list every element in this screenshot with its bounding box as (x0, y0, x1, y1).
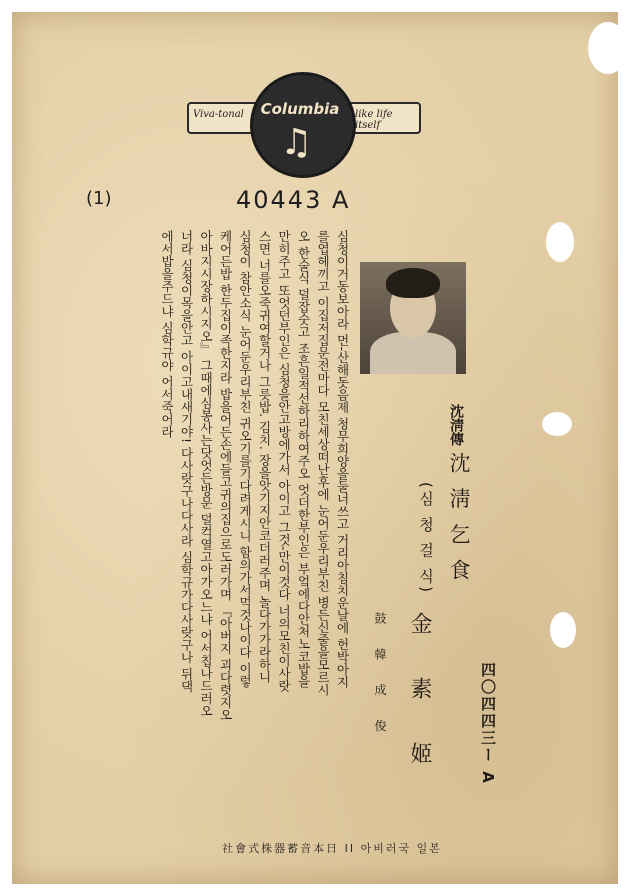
lyrics-body (112, 230, 352, 830)
publisher-footer: 社會式株器蓄音本日 II 아비러국 일본 (222, 842, 442, 855)
torn-hole (546, 222, 574, 262)
lyrics-line: 케어든밥 한두집이족한지라 밥을어든손에들고귀의집으로도러가며 『아버지 괴다렷지오 (218, 230, 233, 721)
torn-corner (588, 22, 628, 74)
song-title: 沈 淸 乞 食 (447, 452, 471, 585)
lyrics-line: 아바지시장하시지오』 그때에심봉사는닷엇든방문 덜컥열고아가오느냐 어서칩나드러오 (198, 230, 214, 717)
lyrics-line: 심청이 참안소식 눈어둔우리부친 귀오기를기다려게시니 함의가서먹것나이다 이렇 (237, 230, 253, 688)
lyrics-line: 심청이거동보아라 먼-산해돗음제 청무희양을둘너쓰고 거리아침치운날에 헌박아지 (335, 230, 350, 688)
performer-name: 金 素 姬 (407, 612, 432, 782)
page-number: (1) (86, 188, 112, 209)
lyrics-line: 에서밥을주드냐 심학규야 어서죽어라 (159, 230, 175, 438)
logo-left-text: Viva-tonal (193, 109, 244, 120)
lyrics-line: 를엽헤끼고 이집저집문전마다 모친세상떠난후에 눈어둔우리부친 병든신줄을모르시 (315, 230, 331, 696)
torn-hole (550, 612, 576, 648)
accompanist-name: 鼓 韓 成 俊 (373, 612, 387, 742)
photo-hair (386, 268, 440, 298)
record-insert-sheet (12, 12, 618, 884)
lyrics-line: 만히주고 또엇던부인은 심청을안고방에가서 아이고 그것-만이것다 너의모친이사랏 (276, 230, 292, 692)
title-hanja: 沈淸傳 (448, 404, 464, 446)
music-note-icon: ♫ (280, 122, 313, 163)
lyrics-line: 스면 너를오죽귀여할거나 그릇밥. 김치. 장을앗기지안코더러주며 놀다가가라하니 (257, 230, 272, 683)
lyrics-line: 오 한술식 덜잡숫고 조흔일적선하리하여주오 엇더한부인은 부엌에다안처노코밥을 (296, 230, 311, 688)
song-subtitle: (심 청 걸 식) (417, 482, 435, 596)
catalog-number: 四〇四四三ー A (479, 662, 497, 785)
record-number: 40443 A (236, 186, 351, 214)
columbia-logo (187, 72, 417, 172)
lyrics-line: 너라 심청이목을안고 아이고내새기야! 다사랏구나다사라 심학규가다사랏구나 뒤댁 (179, 230, 194, 693)
logo-right-text: like life itself (355, 109, 393, 131)
logo-brand: Columbia (260, 100, 340, 118)
performer-photo (360, 262, 466, 374)
photo-robe (370, 332, 456, 374)
torn-hole (542, 412, 572, 436)
